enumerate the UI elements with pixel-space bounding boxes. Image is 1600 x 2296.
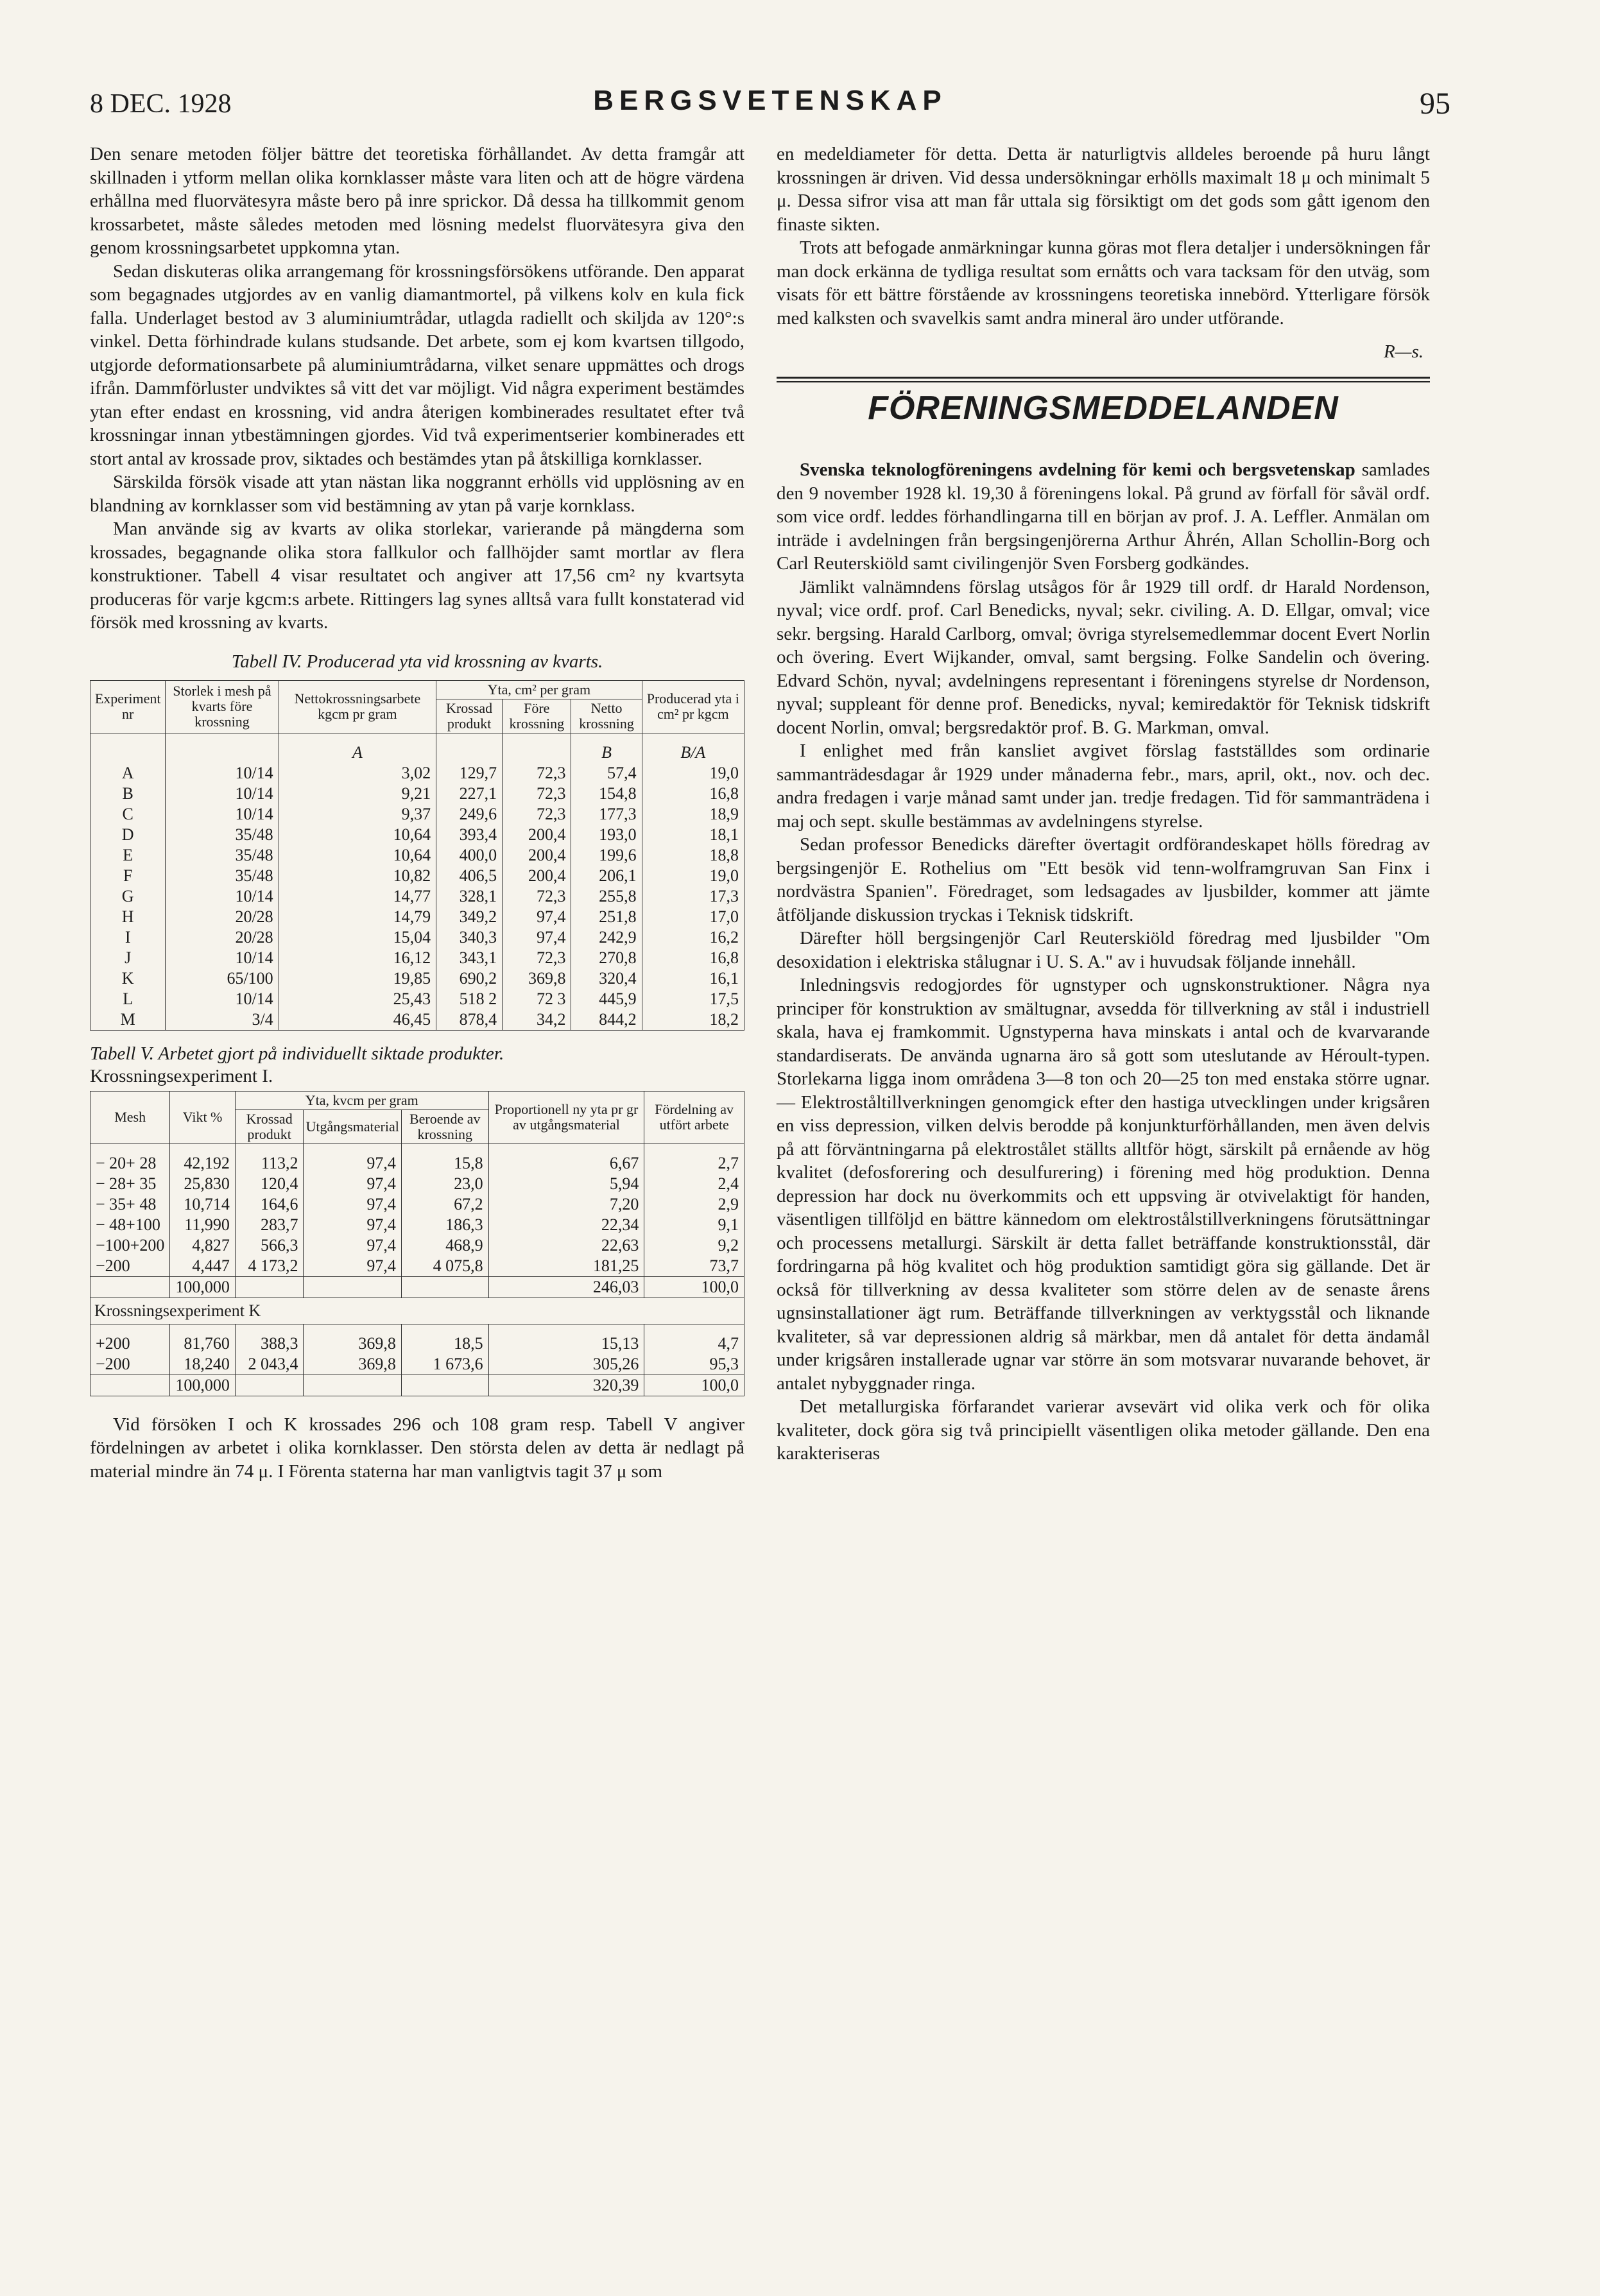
- t4-cell: 18,8: [642, 845, 744, 866]
- t4-cell: 9,21: [279, 784, 436, 804]
- t4-cell: 16,1: [642, 968, 744, 989]
- t4-cell: 72,3: [503, 886, 571, 907]
- t4-cell: 72,3: [503, 784, 571, 804]
- t5-total-cell: 100,000: [170, 1276, 236, 1298]
- running-header: [90, 82, 1450, 127]
- paragraph: [777, 458, 1430, 576]
- table-row: [90, 1153, 744, 1174]
- table-row: [90, 1194, 744, 1215]
- t4-cell: 270,8: [571, 948, 642, 968]
- table-row: [90, 1333, 744, 1354]
- table5-caption: Tabell V. Arbetet gjort på individuellt siktade produkter.: [90, 1043, 504, 1064]
- t5-cell: 566,3: [235, 1235, 304, 1256]
- t5-cell: 97,4: [304, 1194, 401, 1215]
- t4-sub-b: B: [571, 742, 642, 763]
- paragraph-closing: Vid försöken I och K krossades 296 och 108 gram resp. Tabell V angiver fördelningen av arbetet i olika kornklasser. Den största delen av detta är nedlagt på material mindre än 74 μ. I Förenta staterna har man vanligtvis tagit 37 μ som: [90, 1414, 744, 1482]
- t4-cell: 25,43: [279, 989, 436, 1009]
- total-row: [90, 1375, 744, 1396]
- t4-cell: 349,2: [436, 907, 503, 927]
- t5-cell: −100+200: [90, 1235, 170, 1256]
- t4-cell: J: [90, 948, 166, 968]
- t5-cell: 181,25: [488, 1256, 644, 1277]
- t4-cell: 328,1: [436, 886, 503, 907]
- t5-cell: 5,94: [488, 1174, 644, 1194]
- t4-cell: 14,79: [279, 907, 436, 927]
- t4-head-area: Yta, cm² per gram: [436, 680, 642, 699]
- t4-cell: 19,0: [642, 763, 744, 784]
- t4-cell: 255,8: [571, 886, 642, 907]
- total-row: [90, 1276, 744, 1298]
- paragraph: Sedan professor Benedicks därefter övertagit ordförandeskapet hölls föredrag av bergsingenjör E. Rothelius om "Ett besök vid tenn-wolframgruvan San Finx i nordvästra Spanien". Föredraget, som ledsagades av ljusbilder, kommer att jämte åtföljande diskussion tryckas i Teknisk tidskrift.: [777, 834, 1430, 925]
- t5-total-cell: [304, 1276, 401, 1298]
- t4-cell: 72,3: [503, 804, 571, 825]
- t4-cell: 177,3: [571, 804, 642, 825]
- t5-cell: 97,4: [304, 1215, 401, 1235]
- t5-total-cell: 100,000: [170, 1375, 236, 1396]
- t4-head-crushed: Krossad produkt: [436, 699, 503, 733]
- table4: [90, 680, 744, 1031]
- table-row: [90, 1256, 744, 1277]
- t5-cell: 4,7: [644, 1333, 744, 1354]
- table-row: [90, 845, 744, 866]
- t4-cell: 369,8: [503, 968, 571, 989]
- table-row: [90, 907, 744, 927]
- t4-cell: 10/14: [166, 804, 279, 825]
- table-row: [90, 784, 744, 804]
- t5-cell: 113,2: [235, 1153, 304, 1174]
- t5-head-dist: Fördelning av utfört arbete: [644, 1091, 744, 1144]
- t5-cell: 42,192: [170, 1153, 236, 1174]
- t4-cell: 518 2: [436, 989, 503, 1009]
- t4-cell: 20/28: [166, 907, 279, 927]
- t4-cell: C: [90, 804, 166, 825]
- t5-cell: 25,830: [170, 1174, 236, 1194]
- t4-cell: 10/14: [166, 763, 279, 784]
- t4-cell: D: [90, 825, 166, 845]
- t4-cell: 65/100: [166, 968, 279, 989]
- t5-cell: 164,6: [235, 1194, 304, 1215]
- t4-cell: 320,4: [571, 968, 642, 989]
- t4-cell: 340,3: [436, 927, 503, 948]
- t5-cell: 2,7: [644, 1153, 744, 1174]
- t4-cell: 18,9: [642, 804, 744, 825]
- t5-sub2-label: Krossningsexperiment K: [90, 1298, 744, 1324]
- t4-cell: 46,45: [279, 1009, 436, 1031]
- t4-cell: 16,8: [642, 948, 744, 968]
- t4-cell: 34,2: [503, 1009, 571, 1031]
- t4-head-before: Före krossning: [503, 699, 571, 733]
- paragraph: I enlighet med från kansliet avgivet förslag fastställdes som ordinarie sammanträdesdagar år 1929 under månaderna febr., mars, april, okt., nov. och dec. andra fredagen i varje månad samt under jan. tredje fredagen. Tid för sammanträdena i maj och sept. skulle bestämmas av avdelningens styrelse.: [777, 741, 1430, 832]
- table-row: [90, 948, 744, 968]
- t4-cell: 72,3: [503, 948, 571, 968]
- t4-cell: 251,8: [571, 907, 642, 927]
- paragraph: Den senare metoden följer bättre det teoretiska förhållandet. Av detta framgår att skillnaden i ytform mellan olika kornklasser måste vara liten och att de högre värdena erhållna med fluorvätesyra måste bero på inre sprickor. Då dessa ha tillkommit genom krossarbetet, måste således metoden med lösning medelst fluorvätesyra giva den genom krossningsarbetet uppkomna ytan.: [90, 144, 744, 258]
- table-row: [90, 989, 744, 1009]
- t4-cell: 97,4: [503, 927, 571, 948]
- t4-cell: 17,0: [642, 907, 744, 927]
- lead-text: Svenska teknologföreningens avdelning för kemi och bergsvetenskap: [800, 459, 1355, 480]
- rule: [777, 381, 1430, 382]
- t5-total-cell: [401, 1276, 488, 1298]
- section-title: FÖRENINGSMEDDELANDEN: [868, 390, 1339, 427]
- table-row: [90, 825, 744, 845]
- t5-cell: 2,4: [644, 1174, 744, 1194]
- label-row: [90, 1298, 744, 1324]
- t4-cell: 206,1: [571, 866, 642, 886]
- t4-head-prod: Producerad yta i cm² pr kgcm: [642, 680, 744, 733]
- t4-cell: 16,8: [642, 784, 744, 804]
- t5-cell: 15,13: [488, 1333, 644, 1354]
- t5-total-cell: [90, 1276, 170, 1298]
- header-page-number: 95: [1420, 87, 1450, 121]
- t4-cell: 199,6: [571, 845, 642, 866]
- t4-cell: 10/14: [166, 886, 279, 907]
- t4-cell: 10,82: [279, 866, 436, 886]
- table-row: [90, 1215, 744, 1235]
- t5-cell: 305,26: [488, 1354, 644, 1375]
- t4-cell: 72,3: [503, 763, 571, 784]
- t5-total-cell: 320,39: [488, 1375, 644, 1396]
- t5-cell: 97,4: [304, 1235, 401, 1256]
- t4-cell: F: [90, 866, 166, 886]
- t4-cell: 200,4: [503, 866, 571, 886]
- t4-cell: 200,4: [503, 825, 571, 845]
- t4-cell: 249,6: [436, 804, 503, 825]
- t5-cell: 97,4: [304, 1153, 401, 1174]
- t4-cell: 9,37: [279, 804, 436, 825]
- t4-cell: 97,4: [503, 907, 571, 927]
- rule: [777, 377, 1430, 379]
- t4-cell: E: [90, 845, 166, 866]
- t4-sub-a: A: [279, 742, 436, 763]
- t5-total-cell: 100,0: [644, 1375, 744, 1396]
- t4-cell: 20/28: [166, 927, 279, 948]
- t4-cell: 10,64: [279, 825, 436, 845]
- t5-cell: 7,20: [488, 1194, 644, 1215]
- t5-total-cell: [90, 1375, 170, 1396]
- t4-cell: H: [90, 907, 166, 927]
- table5: [90, 1091, 744, 1396]
- t5-body: [90, 1144, 744, 1396]
- t5-cell: 186,3: [401, 1215, 488, 1235]
- t5-cell: −200: [90, 1354, 170, 1375]
- right-column: [777, 142, 1430, 1466]
- t4-cell: 16,12: [279, 948, 436, 968]
- t4-cell: 19,85: [279, 968, 436, 989]
- t4-cell: K: [90, 968, 166, 989]
- t5-cell: 283,7: [235, 1215, 304, 1235]
- t5-cell: −200: [90, 1256, 170, 1277]
- t4-cell: 193,0: [571, 825, 642, 845]
- t5-cell: 4 173,2: [235, 1256, 304, 1277]
- t4-cell: 3,02: [279, 763, 436, 784]
- t5-cell: 22,63: [488, 1235, 644, 1256]
- t5-cell: − 48+100: [90, 1215, 170, 1235]
- t5-total-cell: [235, 1375, 304, 1396]
- t5-total-cell: [304, 1375, 401, 1396]
- t5-cell: 22,34: [488, 1215, 644, 1235]
- t4-cell: M: [90, 1009, 166, 1031]
- t4-cell: 18,2: [642, 1009, 744, 1031]
- t5-total-cell: [401, 1375, 488, 1396]
- t4-cell: 406,5: [436, 866, 503, 886]
- t5-head-prop: Proportionell ny yta pr gr av utgångsmaterial: [488, 1091, 644, 1144]
- paragraph: Inledningsvis redogjordes för ugnstyper och ugnskonstruktioner. Några nya principer för konstruktion av smältugnar, avsedda för tillverkning av stål i industriell skala, hava ej framkommit. Ugnstyperna hava minskats i antal och de kvarvarande standardiserats. De använda ugnarna äro så gott som uteslutande av Héroult-typen. Storlekarna ligga inom områdena 3—8 ton och 20—25 ton med enstaka större ugnar. — Elektroståltillverkningen genomgick efter den hastiga utvecklingen under krigsåren en viss depression, vilken delvis berodde på konjunkturförhållanden, men även delvis på att förväntningarna på elektrostålet ställts alltför högt, särskilt på ernående av hög kvalitet (defosforering och desulfurering) i förening med hög produktion. Denna depression har dock nu överkommits och ett uppsving är otvivelaktigt för handen, väsentligen tillföljd en bättre kännedom om elektrostålstillverkningens förutsättningar och processens metallurgi. Särskilt är detta fallet beträffande konstruktionsstål, där fordringarna på hög kvalitet och hög produktion samtidigt göra sig gällande. Det är också för tillverkning av dessa kvaliteter som större delen av de senaste årens ugnsinstallationer ägt rum. Beträffande tillverkningen av verktygsstål och liknande kvaliteter, så var depressionen aldrig så märkbar, men då antalet för detta ändamål under krigsåren installerade ugnar var större än som motsvarar nuvarande behovet, är antalet nybyggnader ringa.: [777, 975, 1430, 1394]
- table-row: [90, 968, 744, 989]
- t5-head-area: Yta, kvcm per gram: [235, 1091, 488, 1109]
- t5-cell: 1 673,6: [401, 1354, 488, 1375]
- t5-cell: 81,760: [170, 1333, 236, 1354]
- t5-cell: 18,240: [170, 1354, 236, 1375]
- paragraph: Jämlikt valnämndens förslag utsågos för år 1929 till ordf. dr Harald Nordenson, nyval; vice ordf. prof. Carl Benedicks, nyval; sekr. civiling. A. D. Ellgar, omval; vice sekr. bergsing. Harald Carlborg, omval; övriga styrelsemedlemmar docent Evert Norlin och övering. Evert Wijkander, omval, samt bergsing. Folke Sandelin och övering. Edvard Schön, nyval; avdelningens representant i föreningens styrelse dr Nordenson, nyval; suppleant för denne prof. Benedicks, nyval; kemiredaktör för Teknisk tidskrift docent Norlin, omval; bergsredaktör prof. B. G. Markman, omval.: [777, 576, 1430, 738]
- t5-cell: 97,4: [304, 1174, 401, 1194]
- t5-head-crushed: Krossad produkt: [235, 1109, 304, 1144]
- header-date: 8 DEC. 1928: [90, 89, 232, 119]
- t5-cell: − 20+ 28: [90, 1153, 170, 1174]
- signature: R—s.: [1383, 341, 1424, 362]
- t4-body: [90, 733, 744, 1030]
- t4-cell: L: [90, 989, 166, 1009]
- spacer-row: [90, 1144, 744, 1153]
- spacer-row: [90, 1324, 744, 1333]
- t4-cell: G: [90, 886, 166, 907]
- t4-cell: 10/14: [166, 784, 279, 804]
- table-row: [90, 804, 744, 825]
- t4-cell: 129,7: [436, 763, 503, 784]
- t4-head-net: Netto krossning: [571, 699, 642, 733]
- t5-cell: 4,827: [170, 1235, 236, 1256]
- t5-cell: 9,2: [644, 1235, 744, 1256]
- t4-cell: 17,3: [642, 886, 744, 907]
- t4-cell: 400,0: [436, 845, 503, 866]
- t5-cell: − 35+ 48: [90, 1194, 170, 1215]
- table-row: [90, 927, 744, 948]
- t5-head-start: Utgångsmaterial: [304, 1109, 401, 1144]
- table-row: [90, 1354, 744, 1375]
- t4-cell: 393,4: [436, 825, 503, 845]
- paragraph: en medeldiameter för detta. Detta är naturligtvis alldeles beroende på huru långt krossningen är driven. Vid dessa undersökningar erhölls maximalt 18 μ och minimalt 5 μ. Dessa sifror visa att man får uttala sig försiktigt om det gods som gått igenom den finaste sikten.: [777, 144, 1430, 235]
- t4-cell: 72 3: [503, 989, 571, 1009]
- t5-cell: 15,8: [401, 1153, 488, 1174]
- t4-head-work: Nettokrossningsarbete kgcm pr gram: [279, 680, 436, 733]
- paragraph: Sedan diskuteras olika arrangemang för krossningsförsökens utförande. Den apparat som begagnades utgjordes av en vanlig diamantmortel, på vilkens kolv en kula fick falla. Underlaget bestod av 3 aluminiumtrådar, utlagda radiellt och skiljda av 120°:s vinkel. Detta förhindrade kulans studsande. Det arbete, som ej kom kvartsen tillgodo, utgjorde deformationsarbete på aluminiumtrådarna, vilket senare uppmättes och drogs ifrån. Dammförluster undviktes så vitt det var möjligt. Vid några experiment bestämdes ytan efter endast en krossning, vid andra återigen kombinerades resultatet efter två krossningar innan ytbestämningen gjordes. Vid två experimentserier kombinerades ett stort antal av krossade prov, siktades och bestämdes ytan på åtskilliga kornklasser.: [90, 261, 744, 469]
- t5-head-mesh: Mesh: [90, 1091, 170, 1144]
- t5-cell: 73,7: [644, 1256, 744, 1277]
- t5-cell: 120,4: [235, 1174, 304, 1194]
- t5-head-weight: Vikt %: [170, 1091, 236, 1144]
- t4-cell: 35/48: [166, 845, 279, 866]
- t5-cell: 2 043,4: [235, 1354, 304, 1375]
- t4-cell: 16,2: [642, 927, 744, 948]
- table-row: [90, 1174, 744, 1194]
- t4-cell: I: [90, 927, 166, 948]
- t5-cell: +200: [90, 1333, 170, 1354]
- paragraph: Man använde sig av kvarts av olika storlekar, varierande på mängderna som krossades, begagnande olika stora fallkulor och fallhöjder samt mortlar av flera konstruktioner. Tabell 4 visar resultatet och angiver att 17,56 cm² ny kvartsyta produceras för varje kgcm:s arbete. Rittingers lag synes alltså vara fullt konstaterad vid försök med krossning av kvarts.: [90, 518, 744, 633]
- t5-total-cell: 246,03: [488, 1276, 644, 1298]
- t5-cell: 6,67: [488, 1153, 644, 1174]
- paragraph: Särskilda försök visade att ytan nästan lika noggrannt erhölls vid upplösning av en blandning av kornklasser som vid bestämning av ytan på varje kornklass.: [90, 472, 744, 516]
- t5-cell: 369,8: [304, 1354, 401, 1375]
- t5-cell: 23,0: [401, 1174, 488, 1194]
- t4-cell: 19,0: [642, 866, 744, 886]
- t4-cell: A: [90, 763, 166, 784]
- table-row: [90, 1009, 744, 1031]
- t4-cell: 57,4: [571, 763, 642, 784]
- t5-cell: 468,9: [401, 1235, 488, 1256]
- t4-cell: 343,1: [436, 948, 503, 968]
- table-row: [90, 886, 744, 907]
- t4-cell: 227,1: [436, 784, 503, 804]
- table-row: [90, 1235, 744, 1256]
- table5-sub1: Krossningsexperiment I.: [90, 1065, 273, 1086]
- t5-head-dep: Beroende av krossning: [401, 1109, 488, 1144]
- t4-cell: 200,4: [503, 845, 571, 866]
- t5-cell: 10,714: [170, 1194, 236, 1215]
- t5-total-cell: [235, 1276, 304, 1298]
- left-column: [90, 142, 744, 1483]
- t4-cell: 35/48: [166, 825, 279, 845]
- t4-cell: 242,9: [571, 927, 642, 948]
- t5-cell: 97,4: [304, 1256, 401, 1277]
- t5-cell: 9,1: [644, 1215, 744, 1235]
- t4-head-size: Storlek i mesh på kvarts före krossning: [166, 680, 279, 733]
- paragraph: Trots att befogade anmärkningar kunna göras mot flera detaljer i undersökningen får man dock erkänna de tydliga resultat som ernåtts och vara tacksam för den utväg, som visats för ett bättre förstående av krossningens teoretiska innebörd. Ytterligare försök med kalksten och svavelkis samt andra mineral äro under utförande.: [777, 237, 1430, 329]
- t4-cell: 878,4: [436, 1009, 503, 1031]
- t4-cell: 445,9: [571, 989, 642, 1009]
- t5-cell: 388,3: [235, 1333, 304, 1354]
- t4-cell: 18,1: [642, 825, 744, 845]
- t5-cell: 18,5: [401, 1333, 488, 1354]
- t5-cell: 11,990: [170, 1215, 236, 1235]
- t5-total-cell: 100,0: [644, 1276, 744, 1298]
- t4-cell: 154,8: [571, 784, 642, 804]
- t4-cell: 17,5: [642, 989, 744, 1009]
- t4-head-exp: Experiment nr: [90, 680, 166, 733]
- t5-cell: 95,3: [644, 1354, 744, 1375]
- t4-sub-ba: B/A: [642, 742, 744, 763]
- t4-cell: 3/4: [166, 1009, 279, 1031]
- t5-cell: 369,8: [304, 1333, 401, 1354]
- t4-cell: 10/14: [166, 948, 279, 968]
- t4-cell: 10,64: [279, 845, 436, 866]
- table-row: [90, 763, 744, 784]
- header-journal: BERGSVETENSKAP: [593, 85, 947, 116]
- paragraph: Det metallurgiska förfarandet varierar avsevärt vid olika verk och för olika kvaliteter, dock göra sig två principiellt väsentligen olika metoder gällande. Den ena karakteriseras: [777, 1396, 1430, 1464]
- t4-cell: B: [90, 784, 166, 804]
- paragraph: Därefter höll bergsingenjör Carl Reuterskiöld föredrag med ljusbilder "Om desoxidation i elektriska stålugnar i U. S. A." av i huvudsak följande innehåll.: [777, 928, 1430, 972]
- paragraph-text: samlades den 9 november 1928 kl. 19,30 å föreningens lokal. På grund av förfall för såväl ordf. som vice ordf. leddes förhandlingarna till en början av prof. J. A. Leffler. Anmälan om inträde i avdelningen från bergsingenjörerna Arthur Åhrén, Allan Schollin-Borg och Carl Reuterskiöld samt civilingenjör Sven Forsberg godkändes.: [777, 459, 1431, 574]
- table4-caption: Tabell IV. Producerad yta vid krossning av kvarts.: [231, 651, 603, 672]
- t4-cell: 10/14: [166, 989, 279, 1009]
- t4-cell: 844,2: [571, 1009, 642, 1031]
- table-row: [90, 866, 744, 886]
- t5-cell: 67,2: [401, 1194, 488, 1215]
- t4-cell: 690,2: [436, 968, 503, 989]
- t5-cell: − 28+ 35: [90, 1174, 170, 1194]
- t4-cell: 15,04: [279, 927, 436, 948]
- t5-cell: 4,447: [170, 1256, 236, 1277]
- t5-cell: 4 075,8: [401, 1256, 488, 1277]
- t4-cell: 35/48: [166, 866, 279, 886]
- t4-cell: 14,77: [279, 886, 436, 907]
- t5-cell: 2,9: [644, 1194, 744, 1215]
